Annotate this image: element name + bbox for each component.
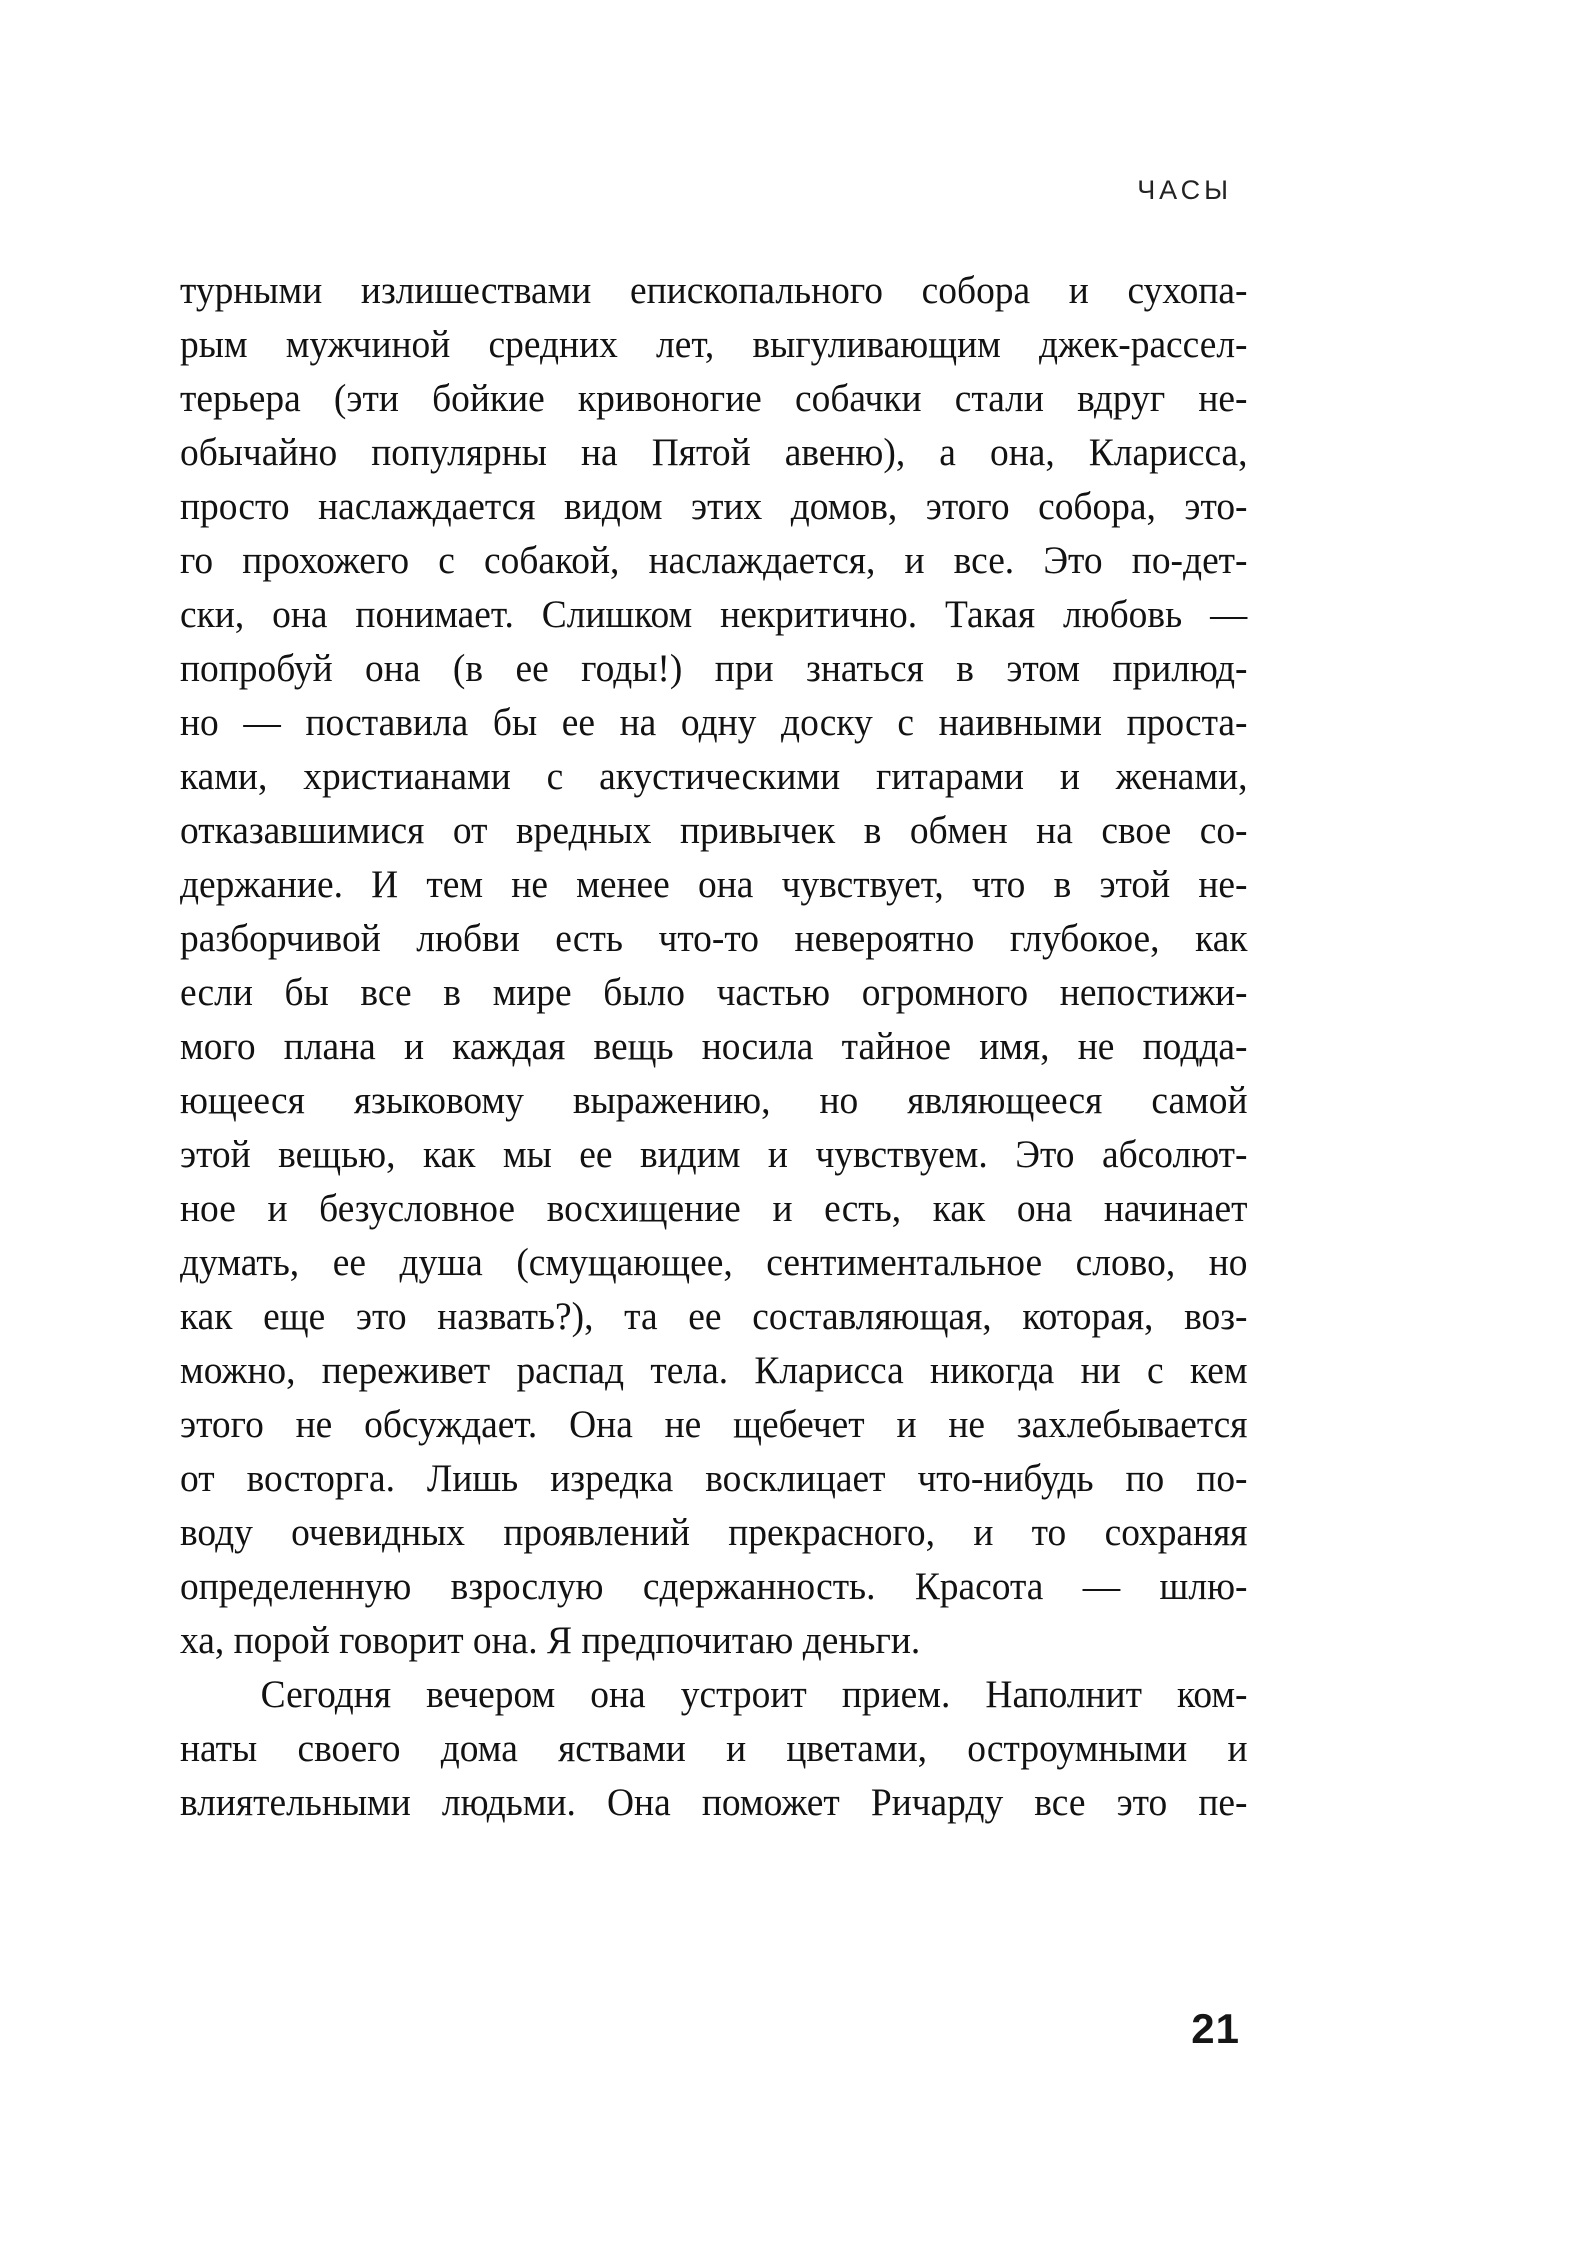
text-line: ха, порой говорит она. Я предпочитаю деньги. (180, 1619, 921, 1662)
text-line: этой вещью, как мы ее видим и чувствуем. Это абсолют- (180, 1133, 1248, 1176)
text-line: этого не обсуждает. Она не щебечет и не захлебывается (180, 1403, 1248, 1446)
text-line: го прохожего с собакой, наслаждается, и все. Это по-дет- (180, 539, 1248, 582)
text-line: попробуй она (в ее годы!) при знаться в этом прилюд- (180, 647, 1248, 690)
text-line: ное и безусловное восхищение и есть, как она начинает (180, 1187, 1248, 1230)
text-line: разборчивой любви есть что-то невероятно глубокое, как (180, 917, 1248, 960)
body-text (180, 264, 1248, 1830)
text-line: воду очевидных проявлений прекрасного, и то сохраняя (180, 1511, 1248, 1554)
text-line: ски, она понимает. Слишком некритично. Такая любовь — (180, 593, 1248, 636)
text-line: отказавшимися от вредных привычек в обмен на свое со- (180, 809, 1248, 852)
text-line: мого плана и каждая вещь носила тайное имя, не подда- (180, 1025, 1248, 1068)
text-line: как еще это назвать?), та ее составляющая, которая, воз- (180, 1295, 1248, 1338)
text-line: держание. И тем не менее она чувствует, что в этой не- (180, 863, 1248, 906)
text-line: но — поставила бы ее на одну доску с наивными проста- (180, 701, 1248, 744)
text-line: влиятельными людьми. Она поможет Ричарду все это пе- (180, 1781, 1248, 1824)
text-line: думать, ее душа (смущающее, сентиментальное слово, но (180, 1241, 1248, 1284)
text-line: турными излишествами епископального собора и сухопа- (180, 269, 1248, 312)
page-number: 21 (1191, 2005, 1240, 2052)
text-line: ками, христианами с акустическими гитарами и женами, (180, 755, 1248, 798)
text-line: наты своего дома яствами и цветами, остроумными и (180, 1727, 1248, 1770)
text-line: рым мужчиной средних лет, выгуливающим джек-рассел- (180, 323, 1248, 366)
text-line: ющееся языковому выражению, но являющееся самой (180, 1079, 1248, 1122)
text-line: можно, переживет распад тела. Кларисса никогда ни с кем (180, 1349, 1248, 1392)
text-line: просто наслаждается видом этих домов, этого собора, это- (180, 485, 1248, 528)
text-line: если бы все в мире было частью огромного непостижи- (180, 971, 1248, 1014)
running-head: ЧАСЫ (1137, 175, 1232, 205)
text-line: от восторга. Лишь изредка восклицает что-нибудь по по- (180, 1457, 1248, 1500)
text-line: терьера (эти бойкие кривоногие собачки стали вдруг не- (180, 377, 1248, 420)
text-line: Сегодня вечером она устроит прием. Наполнит ком- (260, 1673, 1248, 1716)
text-line: определенную взрослую сдержанность. Красота — шлю- (180, 1565, 1248, 1608)
text-line: обычайно популярны на Пятой авеню), а она, Кларисса, (180, 431, 1248, 474)
